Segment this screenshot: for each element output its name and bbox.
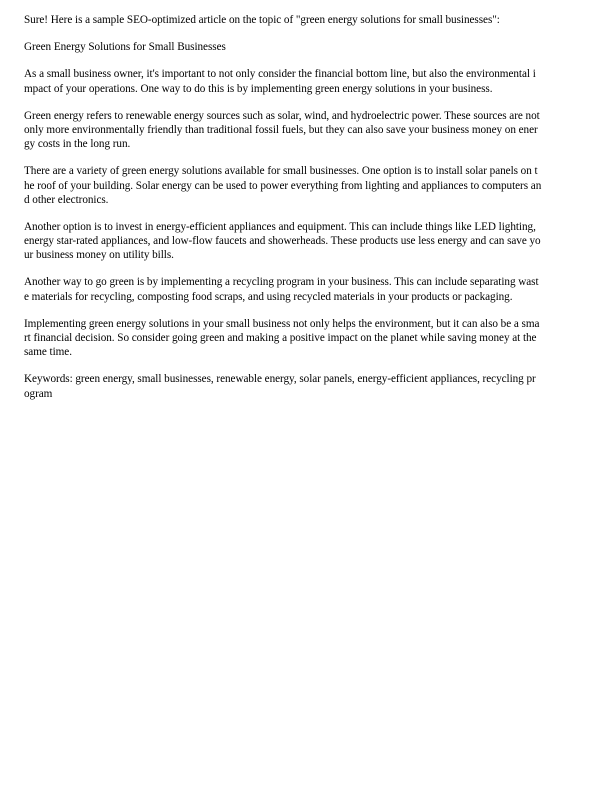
document-page — [24, 13, 588, 414]
text-line: Keywords: green energy, small businesses, renewable energy, solar panels, energy-efficient appliances, recycling pr — [24, 373, 536, 386]
text-line: ur business money on utility bills. — [24, 249, 174, 262]
paragraph-efficiency — [24, 220, 588, 263]
text-line: gy costs in the long run. — [24, 138, 131, 151]
text-line: mpact of your operations. One way to do this is by implementing green energy solutions in your business. — [24, 82, 493, 95]
paragraph-intro-owner — [24, 67, 588, 95]
text-line: e materials for recycling, composting food scraps, and using recycled materials in your products or packaging. — [24, 290, 513, 303]
article-title — [24, 40, 588, 54]
title-line: Green Energy Solutions for Small Businesses — [24, 41, 226, 54]
text-line: he roof of your building. Solar energy can be used to power everything from lighting and appliances to computers an — [24, 179, 542, 192]
text-line: Implementing green energy solutions in your small business not only helps the environment, but it can also be a sma — [24, 317, 540, 330]
paragraph-conclusion — [24, 317, 588, 360]
paragraph-recycling — [24, 275, 588, 303]
paragraph-solar — [24, 164, 588, 207]
text-line: only more environmentally friendly than traditional fossil fuels, but they can also save your business money on ener — [24, 123, 538, 136]
text-line: ogram — [24, 387, 53, 400]
text-line: Another way to go green is by implementing a recycling program in your business. This can include separating wast — [24, 276, 539, 289]
intro-paragraph — [24, 13, 588, 27]
text-line: There are a variety of green energy solutions available for small businesses. One option is to install solar panels on t — [24, 165, 538, 178]
text-line: Green energy refers to renewable energy sources such as solar, wind, and hydroelectric power. These sources are not — [24, 109, 540, 122]
paragraph-keywords — [24, 372, 588, 400]
paragraph-definition — [24, 109, 588, 152]
text-line: Another option is to invest in energy-efficient appliances and equipment. This can include things like LED lighting, — [24, 220, 536, 233]
text-line: same time. — [24, 346, 72, 359]
intro-line: Sure! Here is a sample SEO-optimized article on the topic of "green energy solutions for small businesses": — [24, 14, 500, 26]
text-line: As a small business owner, it's important to not only consider the financial bottom line, but also the environmental i — [24, 68, 536, 81]
text-line: energy star-rated appliances, and low-flow faucets and showerheads. These products use less energy and can save yo — [24, 235, 541, 248]
text-line: rt financial decision. So consider going green and making a positive impact on the planet while saving money at the — [24, 332, 537, 344]
text-line: d other electronics. — [24, 193, 109, 206]
